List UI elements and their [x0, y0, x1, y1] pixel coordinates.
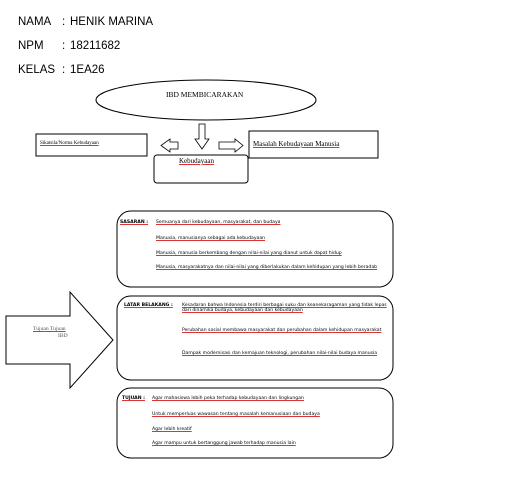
arrow-label-line2: IBD — [58, 333, 68, 339]
latar-belakang-item: Perubahan sosial membawa masyarakat dan perubahan dalam kehidupan masyarakat — [182, 328, 382, 333]
tujuan-item: Agar mampu untuk bertanggung jawab terhadap manusia lain — [152, 441, 296, 446]
arrow-label-line1: Tujuan Tujuan — [33, 326, 66, 332]
topic-oval-text: IBD MEMBICARAKAN — [166, 90, 244, 99]
big-right-arrow-icon — [6, 292, 113, 388]
latar-belakang-heading: LATAR BELAKANG : — [124, 303, 173, 308]
identity-colon: : — [62, 40, 66, 52]
left-arrow-icon — [161, 139, 178, 152]
left-box-text: Sikatsila/Norma Kebudayaan — [40, 141, 99, 146]
identity-label: NPM — [18, 40, 44, 52]
identity-label: KELAS — [18, 64, 56, 76]
tujuan-item: Agar lebih kreatif — [152, 427, 192, 432]
tujuan-item: Untuk memperluas wawasan tentang masalah kemanusiaan dan budaya — [152, 412, 320, 417]
identity-colon: : — [62, 64, 66, 76]
identity-label: NAMA — [18, 16, 52, 28]
sasaran-item: Manusia, manusianya sebagai ada kebudayaan — [156, 236, 266, 241]
right-arrow-icon — [219, 139, 243, 152]
identity-colon: : — [62, 16, 66, 28]
right-box-text: Masalah Kebudayaan Manusia — [253, 140, 340, 148]
sasaran-item: Manusia, masyarakatnya dan nilai-nilai yang diberlakukan dalam kehidupan yang lebih beradab — [156, 265, 378, 270]
sasaran-heading: SASARAN : — [120, 220, 149, 225]
latar-belakang-item: Dampak modernisasi dan kemajuan teknologi, perubahan nilai-nilai budaya manusia — [182, 351, 378, 356]
down-arrow-icon — [195, 124, 209, 149]
tujuan-heading: TUJUAN : — [122, 396, 145, 401]
sasaran-item: Manusia, manusia berkembang dengan nilai-nilai yang dianut untuk dapat hidup — [156, 251, 342, 256]
sasaran-item: Semuanya dari kebudayaan, masyarakat, dan budaya — [156, 220, 281, 225]
center-box-text: Kebudayaan — [179, 157, 214, 165]
latar-belakang-item: Kesadaran bahwa Indonesia terdiri berbagai suku dan keanekaragaman yang tidak lepas dari dinamika budaya, kebudayaan dan kebudayaan — [182, 303, 387, 314]
identity-value-kelas: 1EA26 — [70, 64, 105, 76]
tujuan-item: Agar mahasiswa lebih peka terhadap kebudayaan dan lingkungan — [152, 396, 304, 401]
topic-oval — [96, 80, 316, 120]
identity-value-nama: HENIK MARINA — [70, 16, 154, 28]
identity-value-npm: 18211682 — [70, 40, 121, 52]
